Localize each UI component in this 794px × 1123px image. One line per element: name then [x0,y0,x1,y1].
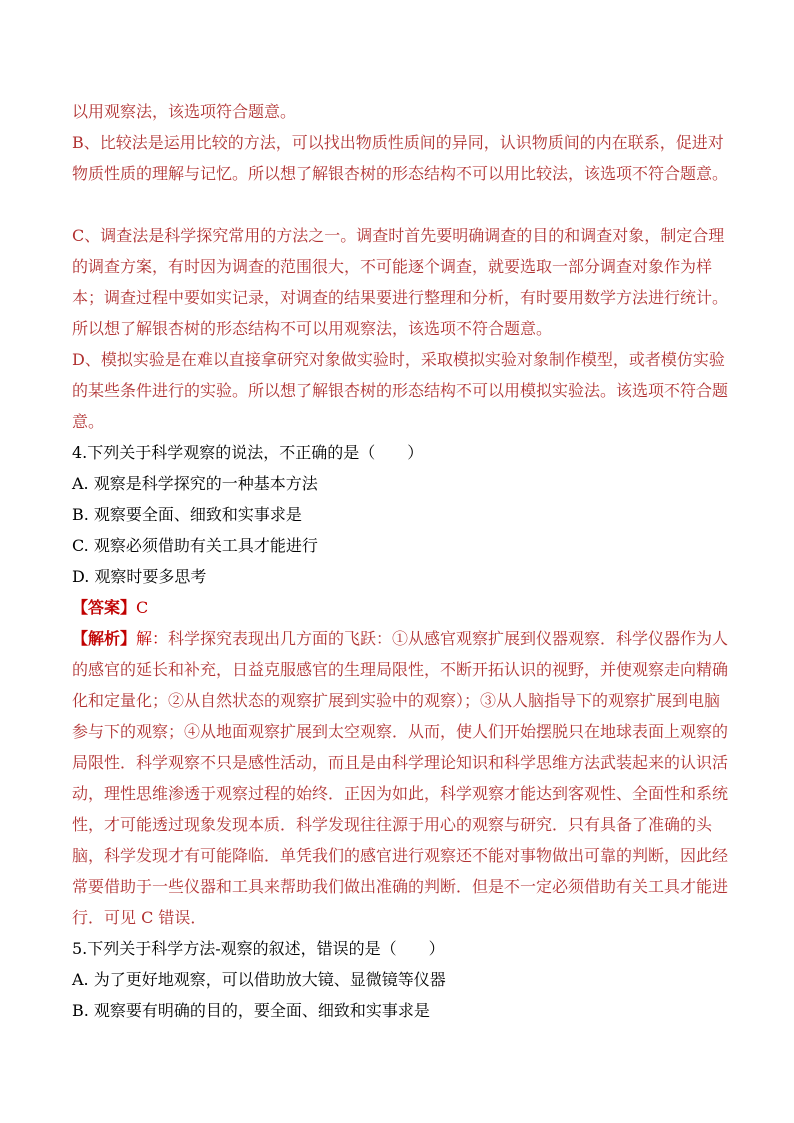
question-5-option-b: B. 观察要有明确的目的，要全面、细致和实事求是 [72,1001,430,1020]
question-4-option-a: A. 观察是科学探究的一种基本方法 [72,474,318,493]
question-5-option-a: A. 为了更好地观察，可以借助放大镜、显微镜等仪器 [72,970,446,989]
analysis-label: 【解析】 [72,629,137,648]
prev-analysis-c: C、调查法是科学探究常用的方法之一。调查时首先要明确调查的目的和调查对象，制定合理的调查方案，有时因为调查的范围很大，不可能逐个调查，就要选取一部分调查对象作为样本；调查过程中要如实记录，对调查的结果要进行整理和分析，有时要用数学方法进行统计。所以想了解银杏树的形态结构不可以用观察法，该选项不符合题意。 [72,226,729,338]
question-5-stem: 5.下列关于科学方法-观察的叙述，错误的是（ ） [72,939,445,958]
question-4-option-c: C. 观察必须借助有关工具才能进行 [72,536,318,555]
question-4-stem: 4.下列关于科学观察的说法，不正确的是（ ） [72,443,424,462]
analysis-body: 科学探究表现出几方面的飞跃：①从感官观察扩展到仪器观察．科学仪器作为人的感官的延长和补充，日益克服感官的生理局限性，不断开拓认识的视野，并使观察走向精确化和定量化；②从自然状态的观察扩展到实验中的观察）；③从人脑指导下的观察扩展到电脑参与下的观察；④从地面观察扩展到太空观察．从而，使人们开始摆脱只在地球表面上观察的局限性．科学观察不只是感性活动，而且是由科学理论知识和科学思维方法武装起来的认识活动，理性思维渗透于观察过程的始终．正因为如此，科学观察才能达到客观性、全面性和系统性，才可能透过现象发现本质．科学发现往往源于用心的观察与研究．只有具备了准确的头脑，科学发现才有可能降临．单凭我们的感官进行观察还不能对事物做出可靠的判断，因此经常要借助于一些仪器和工具来帮助我们做出准确的判断．但是不一定必须借助有关工具才能进行．可见 C 错误． [72,629,729,927]
prev-analysis-b: B、比较法是运用比较的方法，可以找出物质性质间的异同，认识物质间的内在联系，促进对物质性质的理解与记忆。所以想了解银杏树的形态结构不可以用比较法，该选项不符合题意。 [72,133,729,183]
question-4-option-d: D. 观察时要多思考 [72,567,207,586]
prev-analysis-d: D、模拟实验是在难以直接拿研究对象做实验时，采取模拟实验对象制作模型，或者模仿实验的某些条件进行的实验。所以想了解银杏树的形态结构不可以用模拟实验法。该选项不符合题意。 [72,350,729,431]
answer-value: C [136,598,149,617]
question-4-answer [72,592,732,623]
answer-label: 【答案】 [72,598,137,617]
analysis-lead: 解： [136,629,169,648]
spacer [72,189,732,220]
question-4-option-b: B. 观察要全面、细致和实事求是 [72,505,302,524]
prev-analysis-a-tail: 以用观察法，该选项符合题意。 [72,102,297,121]
question-4-analysis [72,623,732,933]
document-page [72,96,732,1026]
